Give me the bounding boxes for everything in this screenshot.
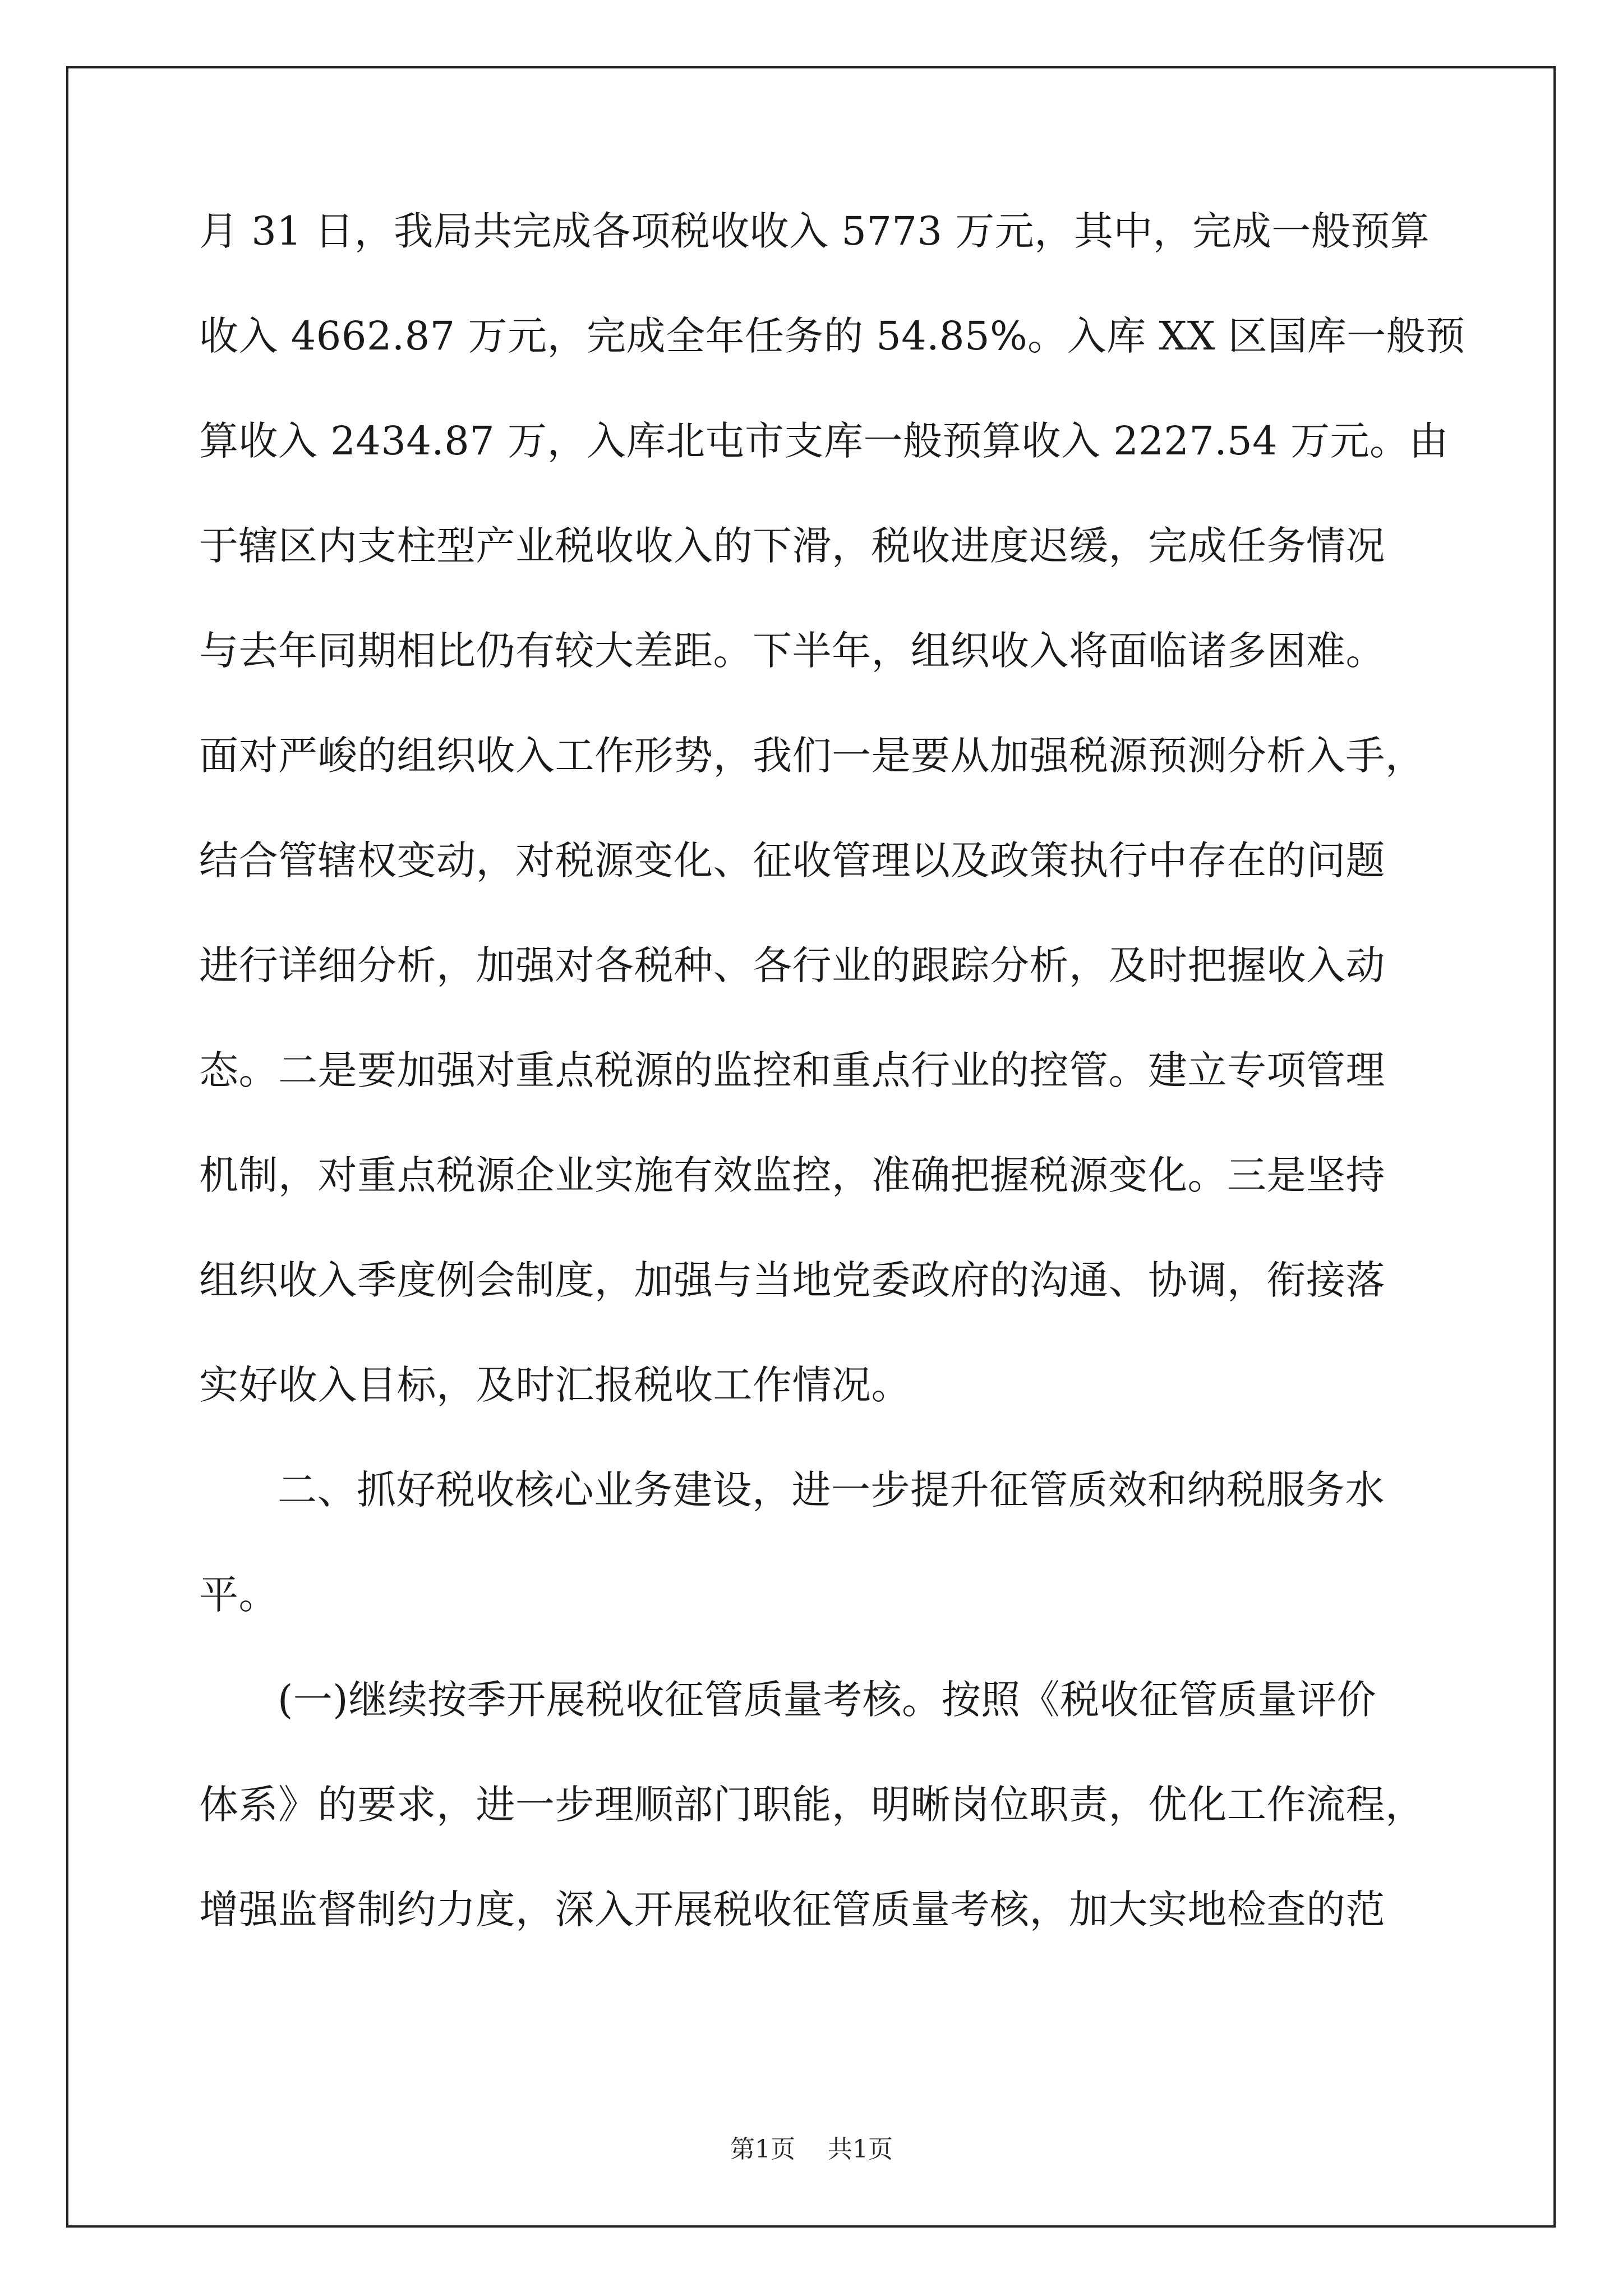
text-line: 机制，对重点税源企业实施有效监控，准确把握税源变化。三是坚持 <box>199 1152 1385 1198</box>
text-line: 组织收入季度例会制度，加强与当地党委政府的沟通、协调，衔接落 <box>199 1257 1385 1303</box>
text-line: 结合管辖权变动，对税源变化、征收管理以及政策执行中存在的问题 <box>199 838 1385 884</box>
section-heading-line: 平。 <box>199 1572 278 1618</box>
text-line: 实好收入目标，及时汇报税收工作情况。 <box>199 1362 911 1408</box>
page-number: 第1页 <box>730 2135 795 2164</box>
text-line: 于辖区内支柱型产业税收收入的下滑，税收进度迟缓，完成任务情况 <box>199 523 1385 569</box>
section-heading-line: 二、抓好税收核心业务建设，进一步提升征管质效和纳税服务水 <box>278 1467 1385 1513</box>
text-line: 与去年同期相比仍有较大差距。下半年，组织收入将面临诸多困难。 <box>199 628 1385 674</box>
text-line: 增强监督制约力度，深入开展税收征管质量考核，加大实地检查的范 <box>199 1887 1385 1932</box>
text-line: 体系》的要求，进一步理顺部门职能，明晰岗位职责，优化工作流程， <box>199 1782 1425 1828</box>
page-footer <box>0 2129 1623 2165</box>
text-line: 月 31 日，我局共完成各项税收收入 5773 万元，其中，完成一般预算 <box>199 208 1430 254</box>
document-body <box>199 206 1465 1989</box>
text-line: 算收入 2434.87 万，入库北屯市支库一般预算收入 2227.54 万元。由 <box>199 418 1449 464</box>
subsection-line: (一)继续按季开展税收征管质量考核。按照《税收征管质量评价 <box>278 1677 1377 1723</box>
page-total: 共1页 <box>828 2135 893 2164</box>
text-line: 进行详细分析，加强对各税种、各行业的跟踪分析，及时把握收入动 <box>199 942 1385 988</box>
text-line: 态。二是要加强对重点税源的监控和重点行业的控管。建立专项管理 <box>199 1047 1385 1093</box>
text-line: 面对严峻的组织收入工作形势，我们一是要从加强税源预测分析入手， <box>199 733 1425 779</box>
text-line: 收入 4662.87 万元，完成全年任务的 54.85%。入库 XX 区国库一般预 <box>199 313 1465 359</box>
